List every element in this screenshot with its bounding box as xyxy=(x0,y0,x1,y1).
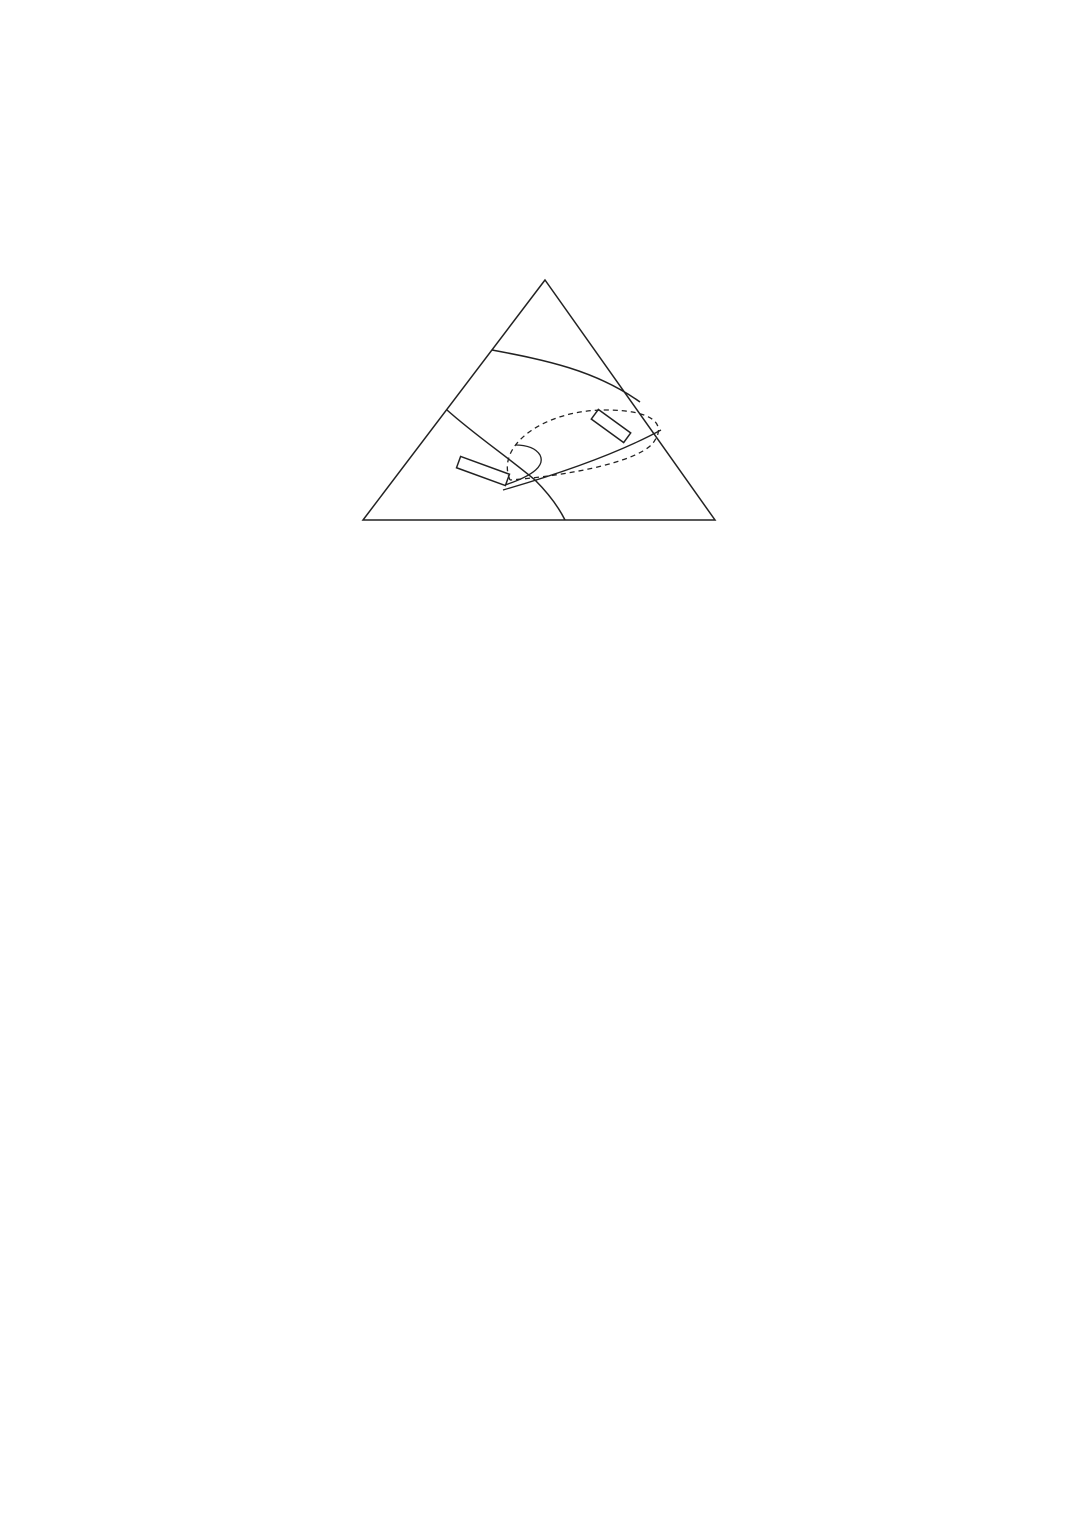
liquidus-line-left xyxy=(447,410,565,520)
rectangle-box-a xyxy=(591,409,630,442)
dashed-boundary-curve xyxy=(507,410,658,480)
liquidus-line-upper xyxy=(492,350,640,402)
tie-line xyxy=(503,430,661,490)
rectangle-box-b xyxy=(457,456,510,485)
solid-inner-curve xyxy=(505,445,541,485)
ternary-phase-diagram xyxy=(355,265,725,535)
